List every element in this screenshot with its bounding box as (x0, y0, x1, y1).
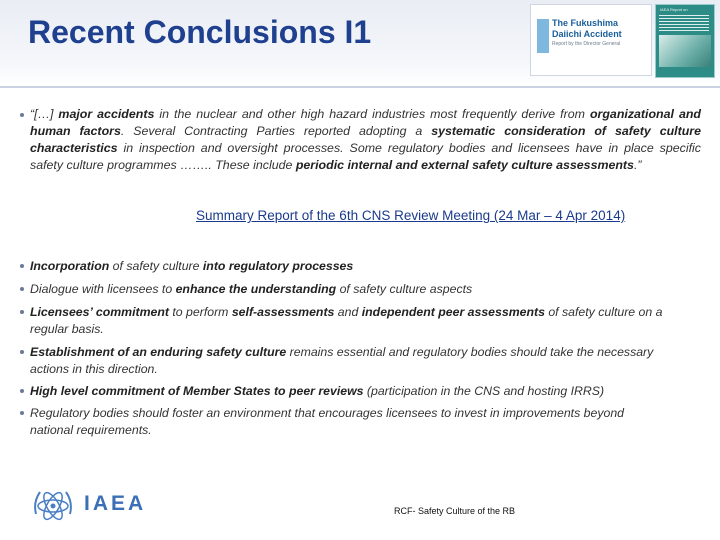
bullet-dot (20, 350, 24, 354)
book-subtitle: Report by the Director General (552, 41, 621, 47)
bullet-item-5: High level commitment of Member States to peer reviews (participation in the CNS and hosting IRRS) (30, 384, 605, 398)
bullet-item-1: Incorporation of safety culture into regulatory processes (30, 259, 354, 273)
slide-title: Recent Conclusions I1 (28, 14, 372, 50)
report-logo-icon (537, 19, 549, 53)
fukushima-report-cover (530, 4, 652, 76)
quote-paragraph: “[…] major accidents in the nuclear and other high hazard industries most frequently derive from organizational and human factors. Several Contracting Parties reported adopting a systematic consideration of safety culture characteristics in inspection and oversight processes. Some regulatory bodies and licensees have in place specific safety culture programmes …….. These include periodic internal and external safety culture assessments.” (30, 107, 702, 172)
report-label: IAEA Report on (660, 7, 688, 12)
header-divider (0, 86, 720, 88)
iaea-report-cover (655, 4, 715, 78)
footer-caption: RCF- Safety Culture of the RB (394, 506, 516, 516)
bullet-dot (20, 310, 24, 314)
report-cover-image (659, 35, 711, 67)
bullet-item-6: Regulatory bodies should foster an environment that encourages licensees to invest in improvements beyond national requirements. (30, 406, 625, 437)
reference-link[interactable]: Summary Report of the 6th CNS Review Meeting (24 Mar – 4 Apr 2014) (196, 208, 626, 223)
bullet-dot (20, 389, 24, 393)
report-text-lines (659, 15, 709, 33)
iaea-logo-text: IAEA (84, 492, 147, 515)
book-title-line2: Daiichi Accident (552, 29, 622, 39)
book-title-line1: The Fukushima (552, 18, 619, 28)
iaea-atom-icon (30, 484, 76, 528)
bullet-dot (20, 287, 24, 291)
bullet-dot (20, 411, 24, 415)
bullet-item-3: Licensees’ commitment to perform self-assessments and independent peer assessments of safety culture on a regular basis. (30, 305, 663, 336)
bullet-dot (20, 113, 24, 117)
bullet-item-4: Establishment of an enduring safety culture remains essential and regulatory bodies should take the necessary actions in this direction. (30, 345, 654, 376)
bullet-dot (20, 264, 24, 268)
bullet-item-2: Dialogue with licensees to enhance the understanding of safety culture aspects (30, 282, 473, 296)
